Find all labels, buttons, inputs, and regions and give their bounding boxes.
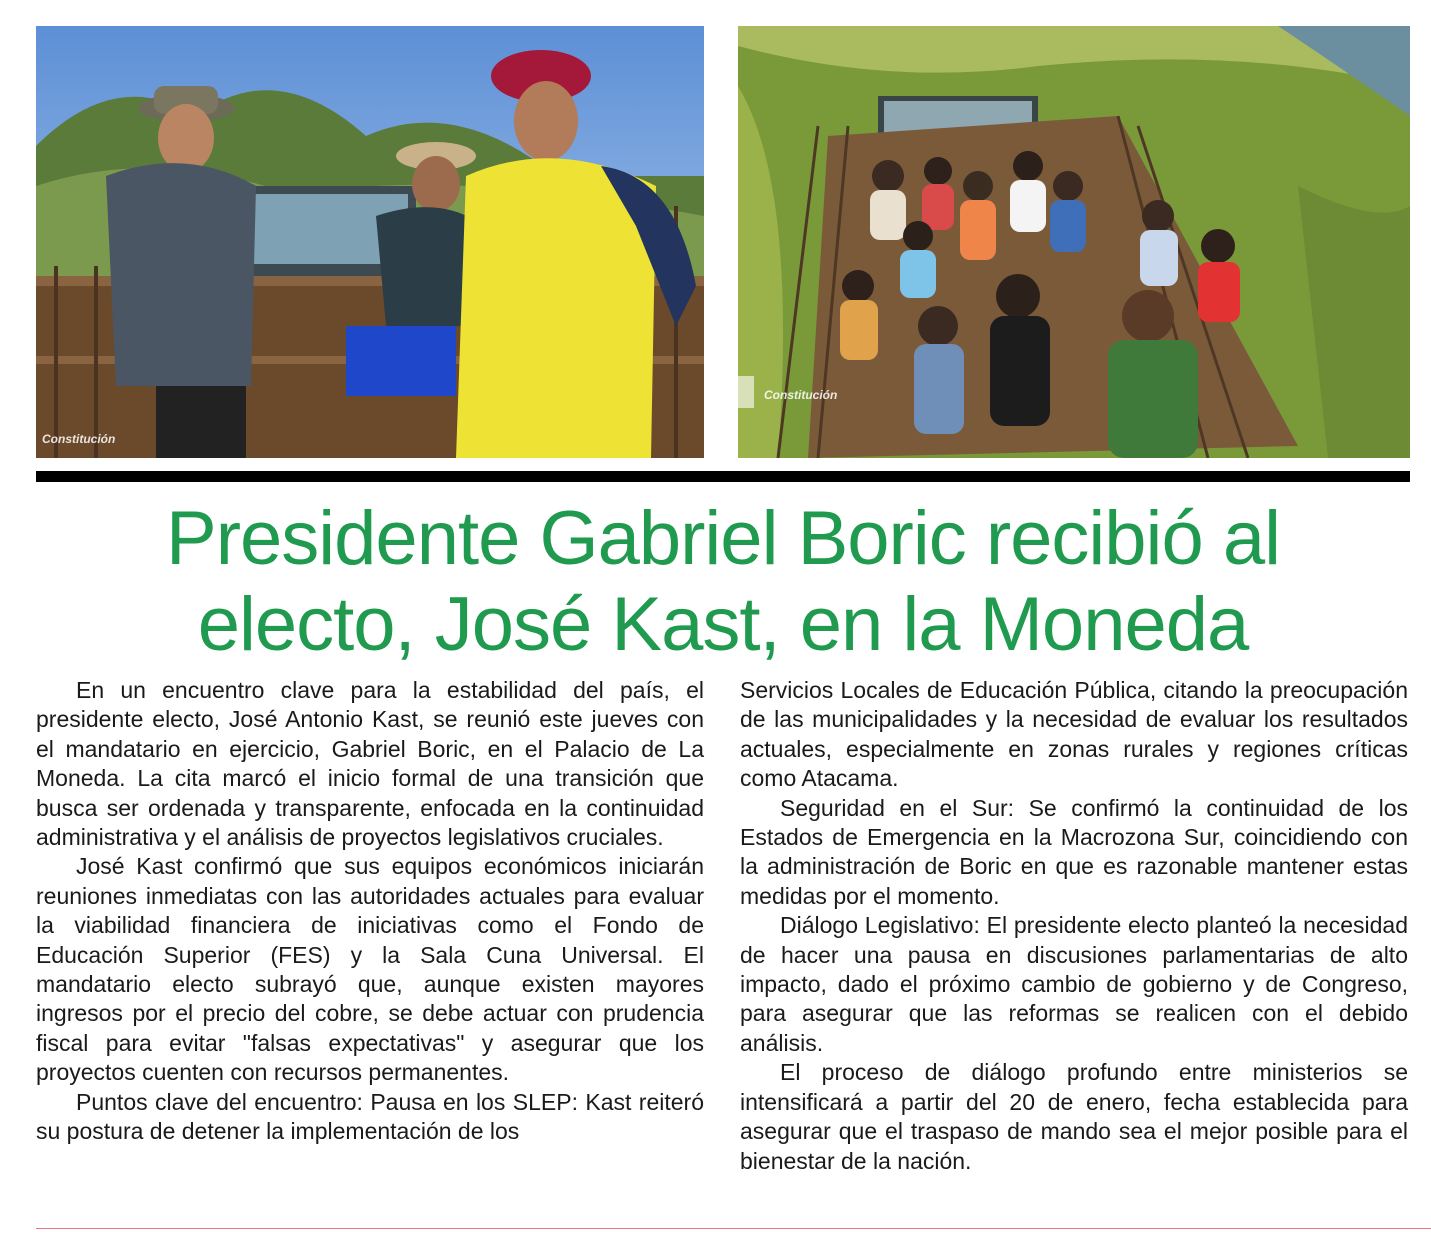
separator-rule [36, 471, 1410, 482]
photo-illustration [36, 26, 704, 458]
bottom-accent-line [36, 1228, 1431, 1229]
photo-watermark: Constitución [764, 388, 838, 402]
paragraph: Servicios Locales de Educación Pública, citando la preocupación de las municipalidades y la necesidad de evaluar los resultados actuales, especialmente en zonas rurales y regiones críticas como Atacama. [740, 677, 1408, 792]
paragraph: En un encuentro clave para la estabilidad del país, el presidente electo, José Antonio Kast, se reunió este jueves con el mandatario en ejercicio, Gabriel Boric, en el Palacio de La Moneda. La cita marcó el inicio formal de una transición que busca ser ordenada y transparente, enfocada en la continuidad administrativa y el análisis de proyectos legislativos cruciales. [36, 677, 704, 851]
paragraph: Puntos clave del encuentro: Pausa en los SLEP: Kast reiteró su postura de detener la implementación de los [36, 1088, 704, 1145]
paragraph: José Kast confirmó que sus equipos económicos iniciarán reuniones inmediatas con las autoridades actuales para evaluar la viabilidad financiera de iniciativas como el Fondo de Educación Superior (FES) y la Sala Cuna Universal. El mandatario electo subrayó que, aunque existen mayores ingresos por el precio del cobre, se debe actuar con prudencia fiscal para evitar "falsas expectativas" y asegurar que los proyectos cuenten con recursos permanentes. [36, 853, 704, 1086]
paragraph: El proceso de diálogo profundo entre ministerios se intensificará a partir del 20 de enero, fecha establecida para asegurar que el traspaso de mando sea el mejor posible para el bienestar de la nación. [740, 1059, 1408, 1174]
article-column-left [36, 676, 704, 1147]
photo-visit-boardwalk [36, 26, 704, 458]
article-column-right [740, 676, 1408, 1176]
headline-line-1: Presidente Gabriel Boric recibió al [166, 496, 1280, 581]
photo-group-boardwalk [738, 26, 1410, 458]
photo-watermark: Constitución [42, 432, 116, 446]
paragraph: Diálogo Legislativo: El presidente electo planteó la necesidad de hacer una pausa en discusiones parlamentarias de alto impacto, dado el próximo cambio de gobierno y de Congreso, para asegurar que las reformas se realicen con el debido análisis. [740, 912, 1408, 1056]
paragraph: Seguridad en el Sur: Se confirmó la continuidad de los Estados de Emergencia en la Macrozona Sur, coincidiendo con la administración de Boric en que es razonable mantener estas medidas por el momento. [740, 794, 1408, 909]
headline [36, 496, 1410, 668]
photo-illustration [738, 26, 1410, 458]
headline-line-2: electo, José Kast, en la Moneda [197, 582, 1249, 667]
